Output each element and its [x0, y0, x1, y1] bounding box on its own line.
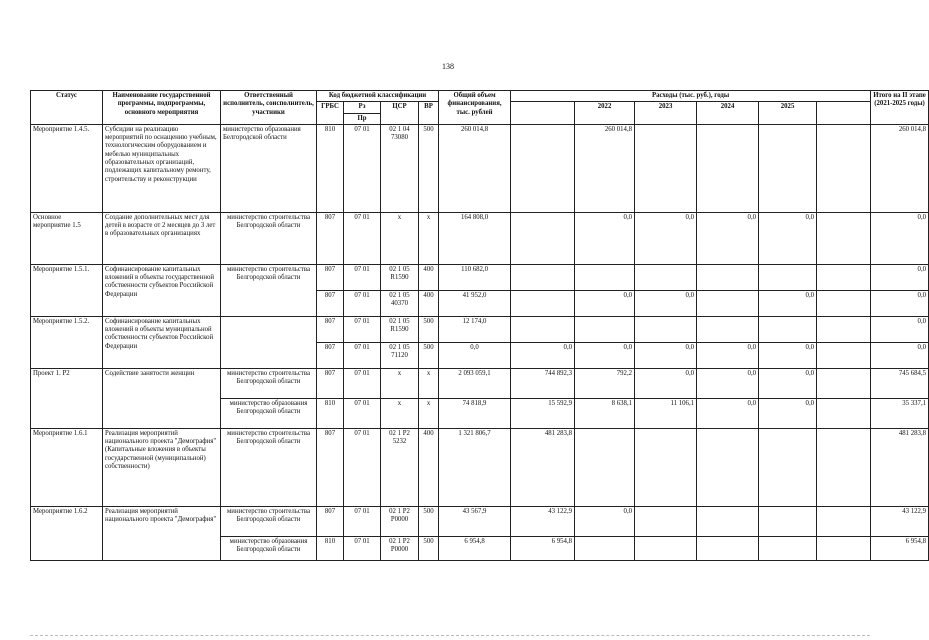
- cell-amount: [817, 398, 871, 428]
- cell-csr: х: [381, 398, 419, 428]
- cell-rzpr: 07 01: [344, 290, 381, 316]
- cell-amount: [511, 290, 575, 316]
- header-grbs: ГРБС: [317, 102, 344, 125]
- cell-vr: 400: [419, 290, 439, 316]
- header-year-2023: 2023: [635, 102, 697, 125]
- cell-amount: [575, 264, 635, 290]
- cell-csr: х: [381, 212, 419, 264]
- cell-amount: 0,0: [697, 342, 759, 368]
- cell-vr: 500: [419, 506, 439, 536]
- header-budget-code: Код бюджетной классификации: [317, 91, 439, 102]
- cell-stage-sum: 260 014,8: [871, 124, 929, 212]
- header-year-blank: [511, 102, 575, 125]
- header-name: Наименование государственной программы, подпрограммы, основного мероприятия: [103, 91, 221, 125]
- cell-amount: [511, 124, 575, 212]
- cell-rzpr: 07 01: [344, 124, 381, 212]
- cell-vr: 500: [419, 342, 439, 368]
- table-row: [31, 368, 929, 398]
- cell-amount: 0,0: [575, 342, 635, 368]
- cell-amount: 0,0: [635, 368, 697, 398]
- cell-amount: 0,0: [635, 342, 697, 368]
- cell-amount: 260 014,8: [575, 124, 635, 212]
- cell-amount: [697, 536, 759, 560]
- table-header: [31, 91, 929, 125]
- cell-amount: [635, 428, 697, 506]
- cell-amount: [817, 124, 871, 212]
- header-executor: Ответственный исполнитель, соисполнитель, участники: [221, 91, 317, 125]
- cell-csr: х: [381, 368, 419, 398]
- cell-executor: министерство строительства Белгородской области: [221, 506, 317, 536]
- cell-name: Софинансирование капитальных вложений в объекты государственной собственности субъектов Российской Федерации: [103, 264, 221, 316]
- cell-csr: 02 1 05 40370: [381, 290, 419, 316]
- header-vr: ВР: [419, 102, 439, 125]
- cell-amount: [759, 506, 817, 536]
- table-row: [31, 316, 929, 342]
- cell-vr: 500: [419, 316, 439, 342]
- cell-amount: 0,0: [759, 342, 817, 368]
- cell-total: 41 952,0: [439, 290, 511, 316]
- cell-total: 12 174,0: [439, 316, 511, 342]
- cell-amount: [697, 264, 759, 290]
- cell-amount: [817, 428, 871, 506]
- cell-status: Основное мероприятие 1.5: [31, 212, 103, 264]
- cell-amount: [575, 428, 635, 506]
- cell-status: Мероприятие 1.5.1.: [31, 264, 103, 316]
- cell-executor: министерство образования Белгородской области: [221, 124, 317, 212]
- cell-grbs: 807: [317, 316, 344, 342]
- cell-amount: 0,0: [635, 290, 697, 316]
- cell-rzpr: 07 01: [344, 428, 381, 506]
- cell-amount: 0,0: [759, 368, 817, 398]
- cell-grbs: 810: [317, 398, 344, 428]
- cell-name: Софинансирование капитальных вложений в объекты муниципальной собственности субъектов Российской Федерации: [103, 316, 221, 368]
- cell-amount: 0,0: [697, 212, 759, 264]
- cell-csr: 02 1 Р2 5232: [381, 428, 419, 506]
- cell-stage-sum: 0,0: [871, 316, 929, 342]
- cell-vr: 500: [419, 124, 439, 212]
- cell-amount: [511, 316, 575, 342]
- header-rz: Рз: [344, 102, 381, 113]
- cell-executor: министерство строительства Белгородской области: [221, 428, 317, 506]
- cell-rzpr: 07 01: [344, 368, 381, 398]
- cell-amount: [759, 124, 817, 212]
- table-row: [31, 428, 929, 506]
- cell-amount: 11 106,1: [635, 398, 697, 428]
- cell-vr: 400: [419, 264, 439, 290]
- cell-amount: [817, 342, 871, 368]
- cell-total: 1 321 806,7: [439, 428, 511, 506]
- cell-stage-sum: 0,0: [871, 342, 929, 368]
- cell-stage-sum: 6 954,8: [871, 536, 929, 560]
- cell-total: 2 093 059,1: [439, 368, 511, 398]
- cell-amount: [817, 264, 871, 290]
- budget-table: [30, 90, 929, 561]
- cell-name: Субсидии на реализацию мероприятий по оснащению учебным, технологическим оборудованием и мебелью муниципальных образовательных организаций, подлежащих капитальному ремонту, строительству и реконструкции: [103, 124, 221, 212]
- cell-vr: 400: [419, 428, 439, 506]
- cell-total: 74 818,9: [439, 398, 511, 428]
- cell-grbs: 807: [317, 342, 344, 368]
- cell-grbs: 807: [317, 212, 344, 264]
- cell-amount: 43 122,9: [511, 506, 575, 536]
- cell-executor: министерство образования Белгородской области: [221, 398, 317, 428]
- cell-csr: 02 1 05 R1590: [381, 316, 419, 342]
- header-year-2022: 2022: [575, 102, 635, 125]
- header-expenses: Расходы (тыс. руб.), годы: [511, 91, 871, 102]
- cell-total: 43 567,9: [439, 506, 511, 536]
- header-status: Статус: [31, 91, 103, 125]
- cell-stage-sum: 43 122,9: [871, 506, 929, 536]
- cell-total: 164 808,0: [439, 212, 511, 264]
- cell-amount: 481 283,8: [511, 428, 575, 506]
- cell-vr: х: [419, 398, 439, 428]
- cell-executor: [221, 316, 317, 368]
- cell-amount: [817, 212, 871, 264]
- cell-amount: 0,0: [759, 398, 817, 428]
- cell-amount: [635, 124, 697, 212]
- cell-amount: [697, 316, 759, 342]
- cell-status: Мероприятие 1.6.1: [31, 428, 103, 506]
- cell-amount: [759, 428, 817, 506]
- cell-amount: [697, 124, 759, 212]
- header-year-blank-2: [817, 102, 871, 125]
- cell-amount: [697, 290, 759, 316]
- cell-executor: министерство строительства Белгородской области: [221, 368, 317, 398]
- cell-vr: х: [419, 368, 439, 398]
- cell-grbs: 807: [317, 290, 344, 316]
- cell-stage-sum: 745 684,5: [871, 368, 929, 398]
- cell-amount: [575, 316, 635, 342]
- cell-amount: [759, 316, 817, 342]
- cell-amount: [635, 536, 697, 560]
- table-row: [31, 264, 929, 290]
- cell-status: Мероприятие 1.5.2.: [31, 316, 103, 368]
- cell-rzpr: 07 01: [344, 536, 381, 560]
- cell-amount: [635, 264, 697, 290]
- cell-executor: министерство строительства Белгородской области: [221, 264, 317, 316]
- cell-amount: [817, 368, 871, 398]
- cell-amount: 792,2: [575, 368, 635, 398]
- cell-rzpr: 07 01: [344, 212, 381, 264]
- cell-amount: [697, 506, 759, 536]
- cell-amount: [575, 536, 635, 560]
- header-year-2025: 2025: [759, 102, 817, 125]
- cell-amount: 744 892,3: [511, 368, 575, 398]
- table-body: [31, 124, 929, 560]
- cell-amount: [817, 536, 871, 560]
- cell-name: Создание дополнительных мест для детей в возрасте от 2 месяцев до 3 лет в образовательных организациях: [103, 212, 221, 264]
- cell-amount: 0,0: [511, 342, 575, 368]
- cell-amount: 0,0: [575, 506, 635, 536]
- cell-csr: 02 1 04 73080: [381, 124, 419, 212]
- table-row: [31, 212, 929, 264]
- cell-name: Содействие занятости женщин: [103, 368, 221, 428]
- cell-amount: 0,0: [759, 290, 817, 316]
- header-year-2024: 2024: [697, 102, 759, 125]
- page-bottom-divider: [30, 635, 870, 636]
- cell-amount: [817, 506, 871, 536]
- cell-amount: [635, 316, 697, 342]
- cell-total: 6 954,8: [439, 536, 511, 560]
- cell-status: Мероприятие 1.4.5.: [31, 124, 103, 212]
- cell-csr: 02 1 Р2 Р0000: [381, 536, 419, 560]
- page-number: 138: [442, 62, 454, 71]
- cell-executor: министерство строительства Белгородской области: [221, 212, 317, 264]
- cell-amount: [759, 536, 817, 560]
- cell-rzpr: 07 01: [344, 398, 381, 428]
- cell-status: Мероприятие 1.6.2: [31, 506, 103, 560]
- cell-amount: 0,0: [697, 398, 759, 428]
- cell-amount: [759, 264, 817, 290]
- cell-status: Проект 1. Р2: [31, 368, 103, 428]
- cell-vr: х: [419, 212, 439, 264]
- cell-rzpr: 07 01: [344, 506, 381, 536]
- cell-amount: 0,0: [697, 368, 759, 398]
- cell-grbs: 807: [317, 368, 344, 398]
- cell-rzpr: 07 01: [344, 316, 381, 342]
- cell-amount: [697, 428, 759, 506]
- cell-stage-sum: 0,0: [871, 264, 929, 290]
- table-row: [31, 506, 929, 536]
- cell-amount: [817, 290, 871, 316]
- cell-total: 260 014,8: [439, 124, 511, 212]
- cell-amount: [511, 212, 575, 264]
- cell-csr: 02 1 05 71120: [381, 342, 419, 368]
- cell-grbs: 807: [317, 506, 344, 536]
- cell-vr: 500: [419, 536, 439, 560]
- header-csr: ЦСР: [381, 102, 419, 125]
- cell-stage-sum: 35 337,1: [871, 398, 929, 428]
- cell-stage-sum: 0,0: [871, 212, 929, 264]
- cell-rzpr: 07 01: [344, 342, 381, 368]
- cell-total: 110 682,0: [439, 264, 511, 290]
- cell-amount: [635, 506, 697, 536]
- cell-stage-sum: 0,0: [871, 290, 929, 316]
- cell-amount: 0,0: [575, 290, 635, 316]
- cell-csr: 02 1 Р2 Р0000: [381, 506, 419, 536]
- cell-amount: [817, 316, 871, 342]
- cell-rzpr: 07 01: [344, 264, 381, 290]
- table-row: [31, 124, 929, 212]
- cell-stage-sum: 481 283,8: [871, 428, 929, 506]
- cell-name: Реализация мероприятий национального проекта "Демография" (Капитальные вложения в объекты государственной (муниципальной) собственности): [103, 428, 221, 506]
- header-stage-total: Итого на II этапе (2021-2025 годы): [871, 91, 929, 125]
- cell-grbs: 807: [317, 264, 344, 290]
- cell-grbs: 810: [317, 124, 344, 212]
- header-pr: Пр: [344, 113, 381, 124]
- cell-amount: 0,0: [635, 212, 697, 264]
- cell-total: 0,0: [439, 342, 511, 368]
- cell-amount: 15 592,9: [511, 398, 575, 428]
- cell-executor: министерство образования Белгородской области: [221, 536, 317, 560]
- cell-amount: [511, 264, 575, 290]
- cell-csr: 02 1 05 R1590: [381, 264, 419, 290]
- cell-amount: 0,0: [759, 212, 817, 264]
- header-total: Общий объем финансирования, тыс. рублей: [439, 91, 511, 125]
- cell-amount: 8 638,1: [575, 398, 635, 428]
- cell-grbs: 810: [317, 536, 344, 560]
- cell-name: Реализация мероприятий национального проекта "Демография": [103, 506, 221, 560]
- cell-grbs: 807: [317, 428, 344, 506]
- cell-amount: 0,0: [575, 212, 635, 264]
- cell-amount: 6 954,8: [511, 536, 575, 560]
